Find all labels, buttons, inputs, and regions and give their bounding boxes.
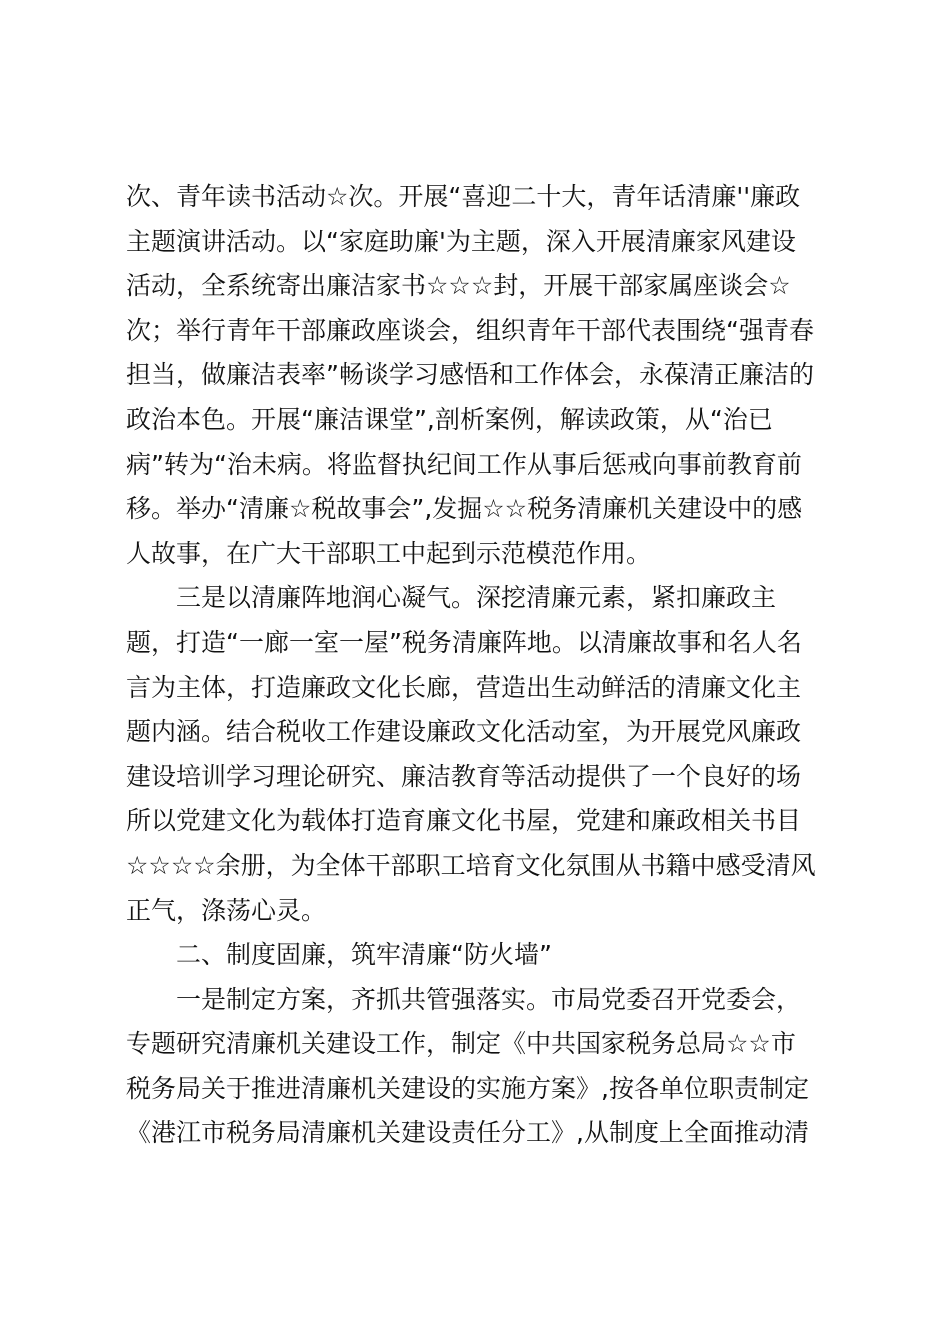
text-line: 移。举办“清廉☆税故事会”,发掘☆☆税务清廉机关建设中的感: [126, 494, 803, 524]
text-line: ☆☆☆☆余册，为全体干部职工培育文化氛围从书籍中感受清风: [126, 850, 816, 880]
text-line: 言为主体，打造廉政文化长廊，营造出生动鲜活的清廉文化主: [126, 672, 802, 702]
text-line: 活动，全系统寄出廉洁家书☆☆☆封，开展干部家属座谈会☆: [126, 271, 791, 301]
text-line: 建设培训学习理论研究、廉洁教育等活动提供了一个良好的场: [126, 761, 802, 791]
text-line: 一是制定方案，齐抓共管强落实。市局党委召开党委会，: [126, 984, 802, 1014]
text-line: 人故事，在广大干部职工中起到示范模范作用。: [126, 538, 652, 568]
text-line: 题内涵。结合税收工作建设廉政文化活动室，为开展党风廉政: [126, 717, 802, 747]
text-line: 次；举行青年干部廉政座谈会，组织青年干部代表围绕“强青春: [126, 315, 814, 345]
text-line: 政治本色。开展“廉洁课堂”,剖析案例，解读政策，从“治已: [126, 404, 773, 434]
text-line: 专题研究清廉机关建设工作，制定《中共国家税务总局☆☆市: [126, 1029, 796, 1059]
text-line: 担当，做廉洁表率”畅谈学习感悟和工作体会，永葆清正廉洁的: [126, 360, 814, 390]
text-line: 正气，涤荡心灵。: [126, 895, 327, 925]
text-line: 次、青年读书活动☆次。开展“喜迎二十大，青年话清廉''廉政: [126, 182, 801, 211]
text-line: 题，打造“一廊一室一屋”税务清廉阵地。以清廉故事和名人名: [126, 627, 802, 657]
text-line: 三是以清廉阵地润心凝气。深挖清廉元素，紧扣廉政主: [126, 583, 777, 613]
text-line: 病”转为“治未病。将监督执纪间工作从事后惩戒向事前教育前: [126, 449, 802, 479]
body-text: [126, 175, 841, 1156]
text-line: 所以党建文化为载体打造育廉文化书屋，党建和廉政相关书目: [126, 806, 802, 836]
text-line: 《港江市税务局清廉机关建设责任分工》,从制度上全面推动清: [126, 1118, 809, 1148]
section-heading: 二、制度固廉，筑牢清廉“防火墙”: [126, 940, 552, 970]
text-line: 税务局关于推进清廉机关建设的实施方案》,按各单位职责制定: [126, 1073, 809, 1103]
text-line: 主题演讲活动。以“家庭助廉'为主题，深入开展清廉家风建设: [126, 226, 796, 256]
